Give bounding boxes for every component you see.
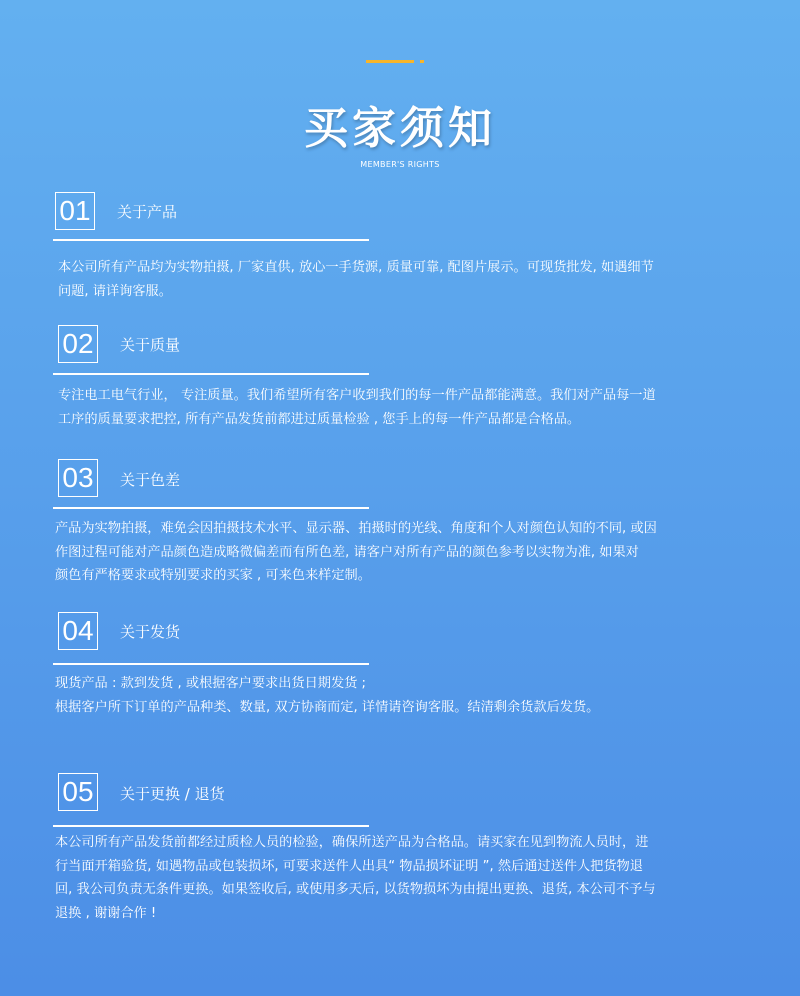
section-divider <box>53 663 369 665</box>
section-divider <box>53 239 369 241</box>
section-title: 关于色差 <box>120 471 181 489</box>
section-title: 关于更换 / 退货 <box>120 785 225 803</box>
section-title: 关于产品 <box>117 203 178 221</box>
section-body <box>55 672 745 719</box>
body-line: 回, 我公司负责无条件更换。如果签收后, 或使用多天后, 以货物损坏为由提出更换、退货, 本公司不予与 <box>55 882 656 897</box>
section-divider <box>53 507 369 509</box>
section-body <box>58 256 748 303</box>
section-divider <box>53 373 369 375</box>
page-subtitle: MEMBER'S RIGHTS <box>360 160 440 169</box>
section-number-badge: 02 <box>58 325 98 363</box>
body-line: 问题, 请详询客服。 <box>58 283 172 299</box>
section-divider <box>53 825 369 827</box>
body-line: 颜色有严格要求或特别要求的买家 , 可来色来样定制。 <box>55 568 371 583</box>
body-line: 工序的质量要求把控, 所有产品发货前都进过质量检验 , 您手上的每一件产品都是合格品。 <box>58 411 581 427</box>
body-line: 产品为实物拍摄，难免会因拍摄技术水平、显示器、拍摄时的光线、角度和个人对颜色认知的不同, 或因 <box>55 521 657 536</box>
body-line: 专注电工电气行业， 专注质量。我们希望所有客户收到我们的每一件产品都能满意。我们对产品每一道 <box>58 388 656 403</box>
accent-dot <box>420 60 424 63</box>
body-line: 作图过程可能对产品颜色造成略微偏差而有所色差, 请客户对所有产品的颜色参考以实物为准, 如果对 <box>55 544 639 560</box>
body-line: 本公司所有产品发货前都经过质检人员的检验，确保所送产品为合格品。请买家在见到物流人员时，进 <box>55 835 649 850</box>
section-number-badge: 03 <box>58 459 98 497</box>
section-number-badge: 05 <box>58 773 98 811</box>
section-body <box>55 517 745 588</box>
accent-bar <box>366 60 414 63</box>
section-body <box>55 831 755 925</box>
body-line: 退换 , 谢谢合作 ! <box>55 905 157 921</box>
body-line: 本公司所有产品均为实物拍摄, 厂家直供, 放心一手货源, 质量可靠, 配图片展示。可现货批发, 如遇细节 <box>58 260 654 275</box>
section-title: 关于发货 <box>120 623 181 641</box>
section-number-badge: 01 <box>55 192 95 230</box>
body-line: 现货产品 : 款到发货 , 或根据客户要求出货日期发货 ; <box>55 676 366 691</box>
section-title: 关于质量 <box>120 336 181 354</box>
body-line: 根据客户所下订单的产品种类、数量, 双方协商而定, 详情请咨询客服。结清剩余货款后发货。 <box>55 699 600 715</box>
page-title: 买家须知 <box>304 103 496 154</box>
section-body <box>58 384 748 431</box>
section-number-badge: 04 <box>58 612 98 650</box>
body-line: 行当面开箱验货, 如遇物品或包装损坏, 可要求送件人出具“ 物品损坏证明 ”, 然后通过送件人把货物退 <box>55 858 643 874</box>
